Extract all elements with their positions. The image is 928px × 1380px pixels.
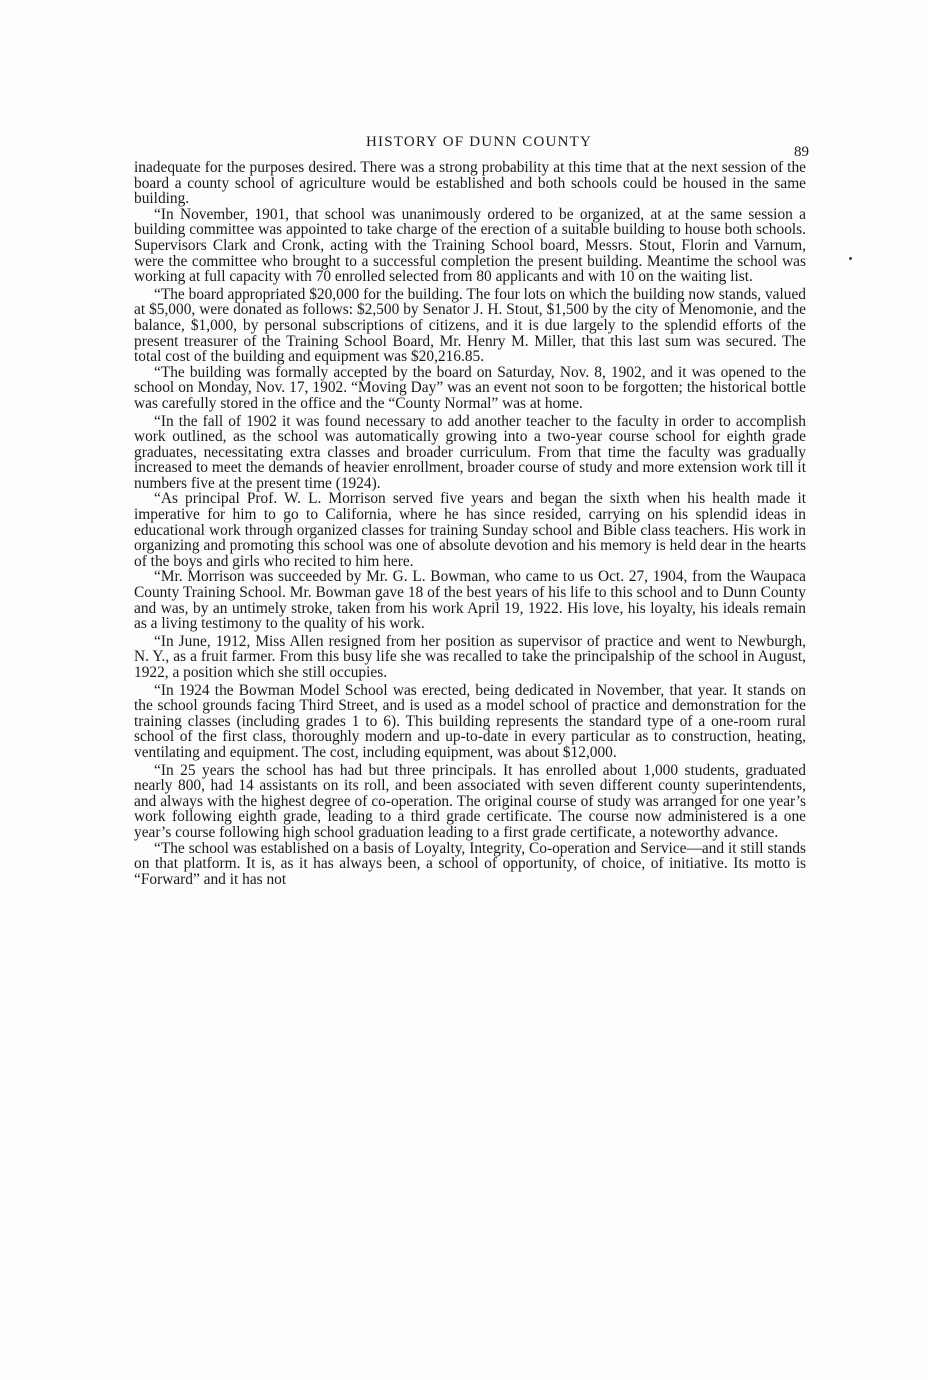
paragraph: inadequate for the purposes desired. There was a strong probability at this time that at the next session of the board a county school of agriculture would be established and both schools could be housed in the same building. xyxy=(134,159,806,208)
paragraph: “In 25 years the school has had but three principals. It has enrolled about 1,000 students, graduated nearly 800, had 14 assistants on its roll, and been associated with seven different county superintendents, and always with the highest degree of co-operation. The original course of study was arranged for one year’s work following eighth grade, leading to a third grade certificate. The course now administered is a one year’s course following high school graduation leading to a first grade certificate, a noteworthy advance. xyxy=(134,761,806,841)
paragraph: “In June, 1912, Miss Allen resigned from her position as supervisor of practice and went to Newburgh, N. Y., as a fruit farmer. From this busy life she was recalled to take the principalship of the school in August, 1922, a position which she still occupies. xyxy=(134,632,806,681)
page-number: 89 xyxy=(794,144,809,160)
paragraph: “The building was formally accepted by the board on Saturday, Nov. 8, 1902, and it was opened to the school on Monday, Nov. 17, 1902. “Moving Day” was an event not soon to be forgotten; the historical bottle was carefully stored in the office and the “County Normal” was at home. xyxy=(134,363,806,412)
paragraph: “In the fall of 1902 it was found necessary to add another teacher to the faculty in order to accomplish work outlined, as the school was automatically growing into a two-year course school for eighth grade graduates, necessitating extra classes and broader curriculum. From that time the faculty was gradually increased to meet the demands of heavier enrollment, broader course of study and more extension work till it numbers five at the present time (1924). xyxy=(134,412,806,492)
paragraph: “The board appropriated $20,000 for the building. The four lots on which the building now stands, valued at $5,000, were donated as follows: $2,500 by Senator J. H. Stout, $1,500 by the city of Menomonie, and the balance, $1,000, by personal subscriptions of citizens, and it is due largely to the splendid efforts of the present treasurer of the Training School Board, Mr. Henry M. Miller, that this last sum was secured. The total cost of the building and equipment was $20,216.85. xyxy=(134,285,806,366)
scan-speck xyxy=(849,257,852,260)
paragraph: “The school was established on a basis of Loyalty, Integrity, Co-operation and Service—and it still stands on that platform. It is, as it has always been, a school of opportunity, of choice, of initiative. Its motto is “Forward” and it has not xyxy=(134,839,806,888)
running-title: HISTORY OF DUNN COUNTY xyxy=(366,134,592,150)
page-header xyxy=(145,134,813,162)
paragraph: “In November, 1901, that school was unanimously ordered to be organized, at at the same session a building committee was appointed to take charge of the erection of a suitable building to house both schools. Supervisors Clark and Cronk, acting with the Training School board, Messrs. Stout, Florin and Varnum, were the committee who brought to a successful completion the present building. Meantime the school was working at full capacity with 70 enrolled selected from 80 applicants and with 10 on the waiting list. xyxy=(134,205,806,286)
body-text xyxy=(134,160,806,887)
paragraph: “In 1924 the Bowman Model School was erected, being dedicated in November, that year. It stands on the school grounds facing Third Street, and is used as a model school of practice and demonstration for the training classes (including grades 1 to 6). This building represents the standard type of a one-room rural school of the first class, thoroughly modern and up-to-date in every particular as to construction, heating, ventilating and equipment. The cost, including equipment, was about $12,000. xyxy=(134,681,806,761)
paragraph: “As principal Prof. W. L. Morrison served five years and began the sixth when his health made it imperative for him to go to California, where he has since resided, carrying on his splendid ideas in educational work through organized classes for training Sunday school and Bible class teachers. His work in organizing and promoting this school was one of absolute devotion and his memory is held dear in the hearts of the boys and girls who recited to him here. xyxy=(134,490,806,570)
paragraph: “Mr. Morrison was succeeded by Mr. G. L. Bowman, who came to us Oct. 27, 1904, from the Waupaca County Training School. Mr. Bowman gave 18 of the best years of his life to this school and to Dunn County and was, by an untimely stroke, taken from his work April 19, 1922. His love, his loyalty, his ideals remain as a living testimony to the quality of his work. xyxy=(134,568,806,633)
